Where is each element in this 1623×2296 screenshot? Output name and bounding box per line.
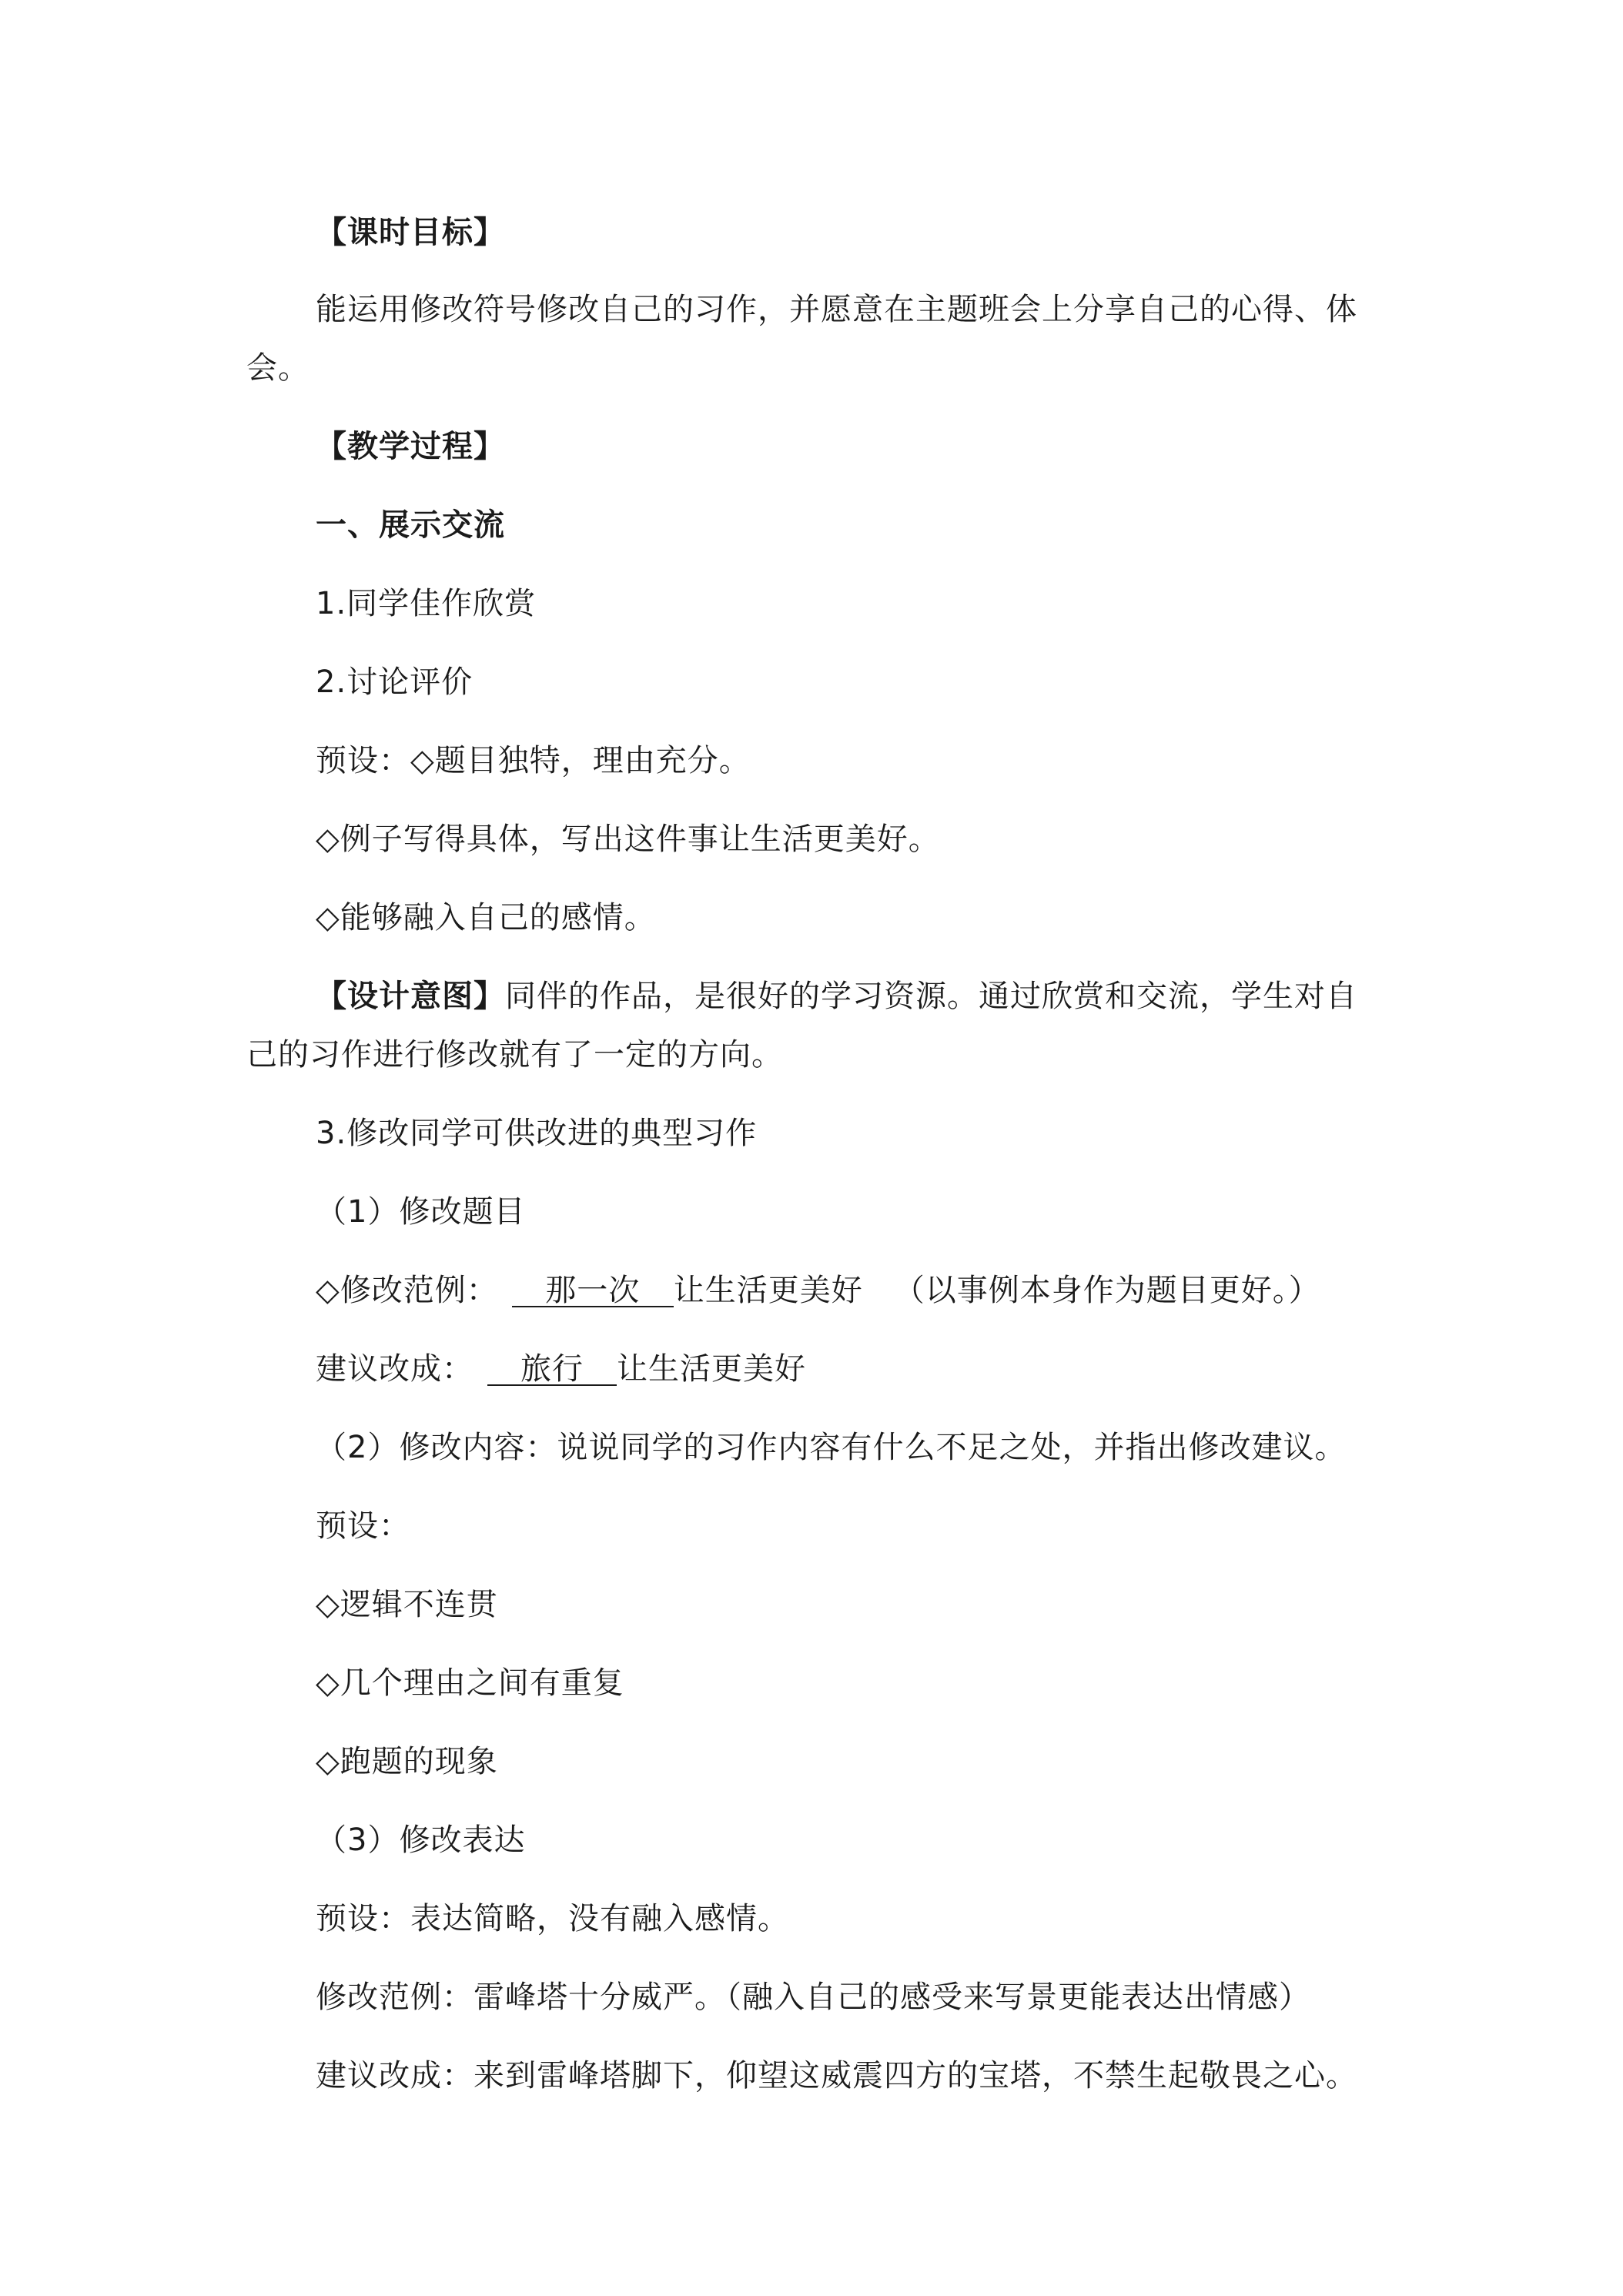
list-item-3: 3.修改同学可供改进的典型习作 (316, 1116, 758, 1151)
expression-suggestion: 建议改成：来到雷峰塔脚下，仰望这威震四方的宝塔，不禁生起敬畏之心。 (316, 2058, 1357, 2094)
example-prefix: ◇修改范例： (316, 1273, 498, 1308)
issue-3: ◇跑题的现象 (316, 1744, 498, 1779)
example-note: （以事例本身作为题目更好。） (893, 1273, 1320, 1308)
suggest-prefix: 建议改成： (316, 1351, 474, 1387)
preset-label: 预设： (316, 1508, 410, 1544)
list-item-1: 1.同学佳作欣赏 (316, 586, 537, 621)
objectives-heading: 【课时目标】 (316, 215, 505, 250)
design-intent-label: 【设计意图】 (316, 979, 505, 1014)
section-heading-1: 一、展示交流 (316, 507, 505, 543)
preset-line-2: ◇例子写得具体，写出这件事让生活更美好。 (316, 822, 940, 857)
suggest-blank: 旅行 (487, 1354, 617, 1386)
objectives-text-line1: 能运用修改符号修改自己的习作，并愿意在主题班会上分享自己的心得、体 (316, 292, 1357, 327)
suggest-suffix: 让生活更美好 (617, 1351, 806, 1387)
list-item-2: 2.讨论评价 (316, 664, 474, 700)
preset-line-1: 预设：◇题目独特，理由充分。 (316, 743, 751, 778)
subsection-1: （1）修改题目 (316, 1194, 526, 1230)
issue-2: ◇几个理由之间有重复 (316, 1665, 624, 1701)
process-heading: 【教学过程】 (316, 429, 505, 464)
design-intent-line2: 己的习作进行修改就有了一定的方向。 (246, 1037, 783, 1073)
subsection-2: （2）修改内容：说说同学的习作内容有什么不足之处，并指出修改建议。 (316, 1430, 1347, 1465)
subsection-3: （3）修改表达 (316, 1822, 526, 1858)
objectives-text-line2: 会。 (246, 350, 310, 386)
issue-1: ◇逻辑不连贯 (316, 1587, 498, 1622)
suggest-line (316, 1350, 806, 1387)
preset-expression: 预设：表达简略，没有融入感情。 (316, 1901, 789, 1936)
example-blank: 那一次 (512, 1275, 674, 1307)
design-intent-line1 (316, 978, 1357, 1015)
preset-line-3: ◇能够融入自己的感情。 (316, 900, 656, 935)
example-line (316, 1272, 1320, 1309)
design-intent-text: 同伴的作品，是很好的学习资源。通过欣赏和交流，学生对自 (505, 979, 1357, 1014)
expression-example: 修改范例：雷峰塔十分威严。（融入自己的感受来写景更能表达出情感） (316, 1980, 1310, 2015)
example-suffix: 让生活更美好 (673, 1273, 863, 1308)
